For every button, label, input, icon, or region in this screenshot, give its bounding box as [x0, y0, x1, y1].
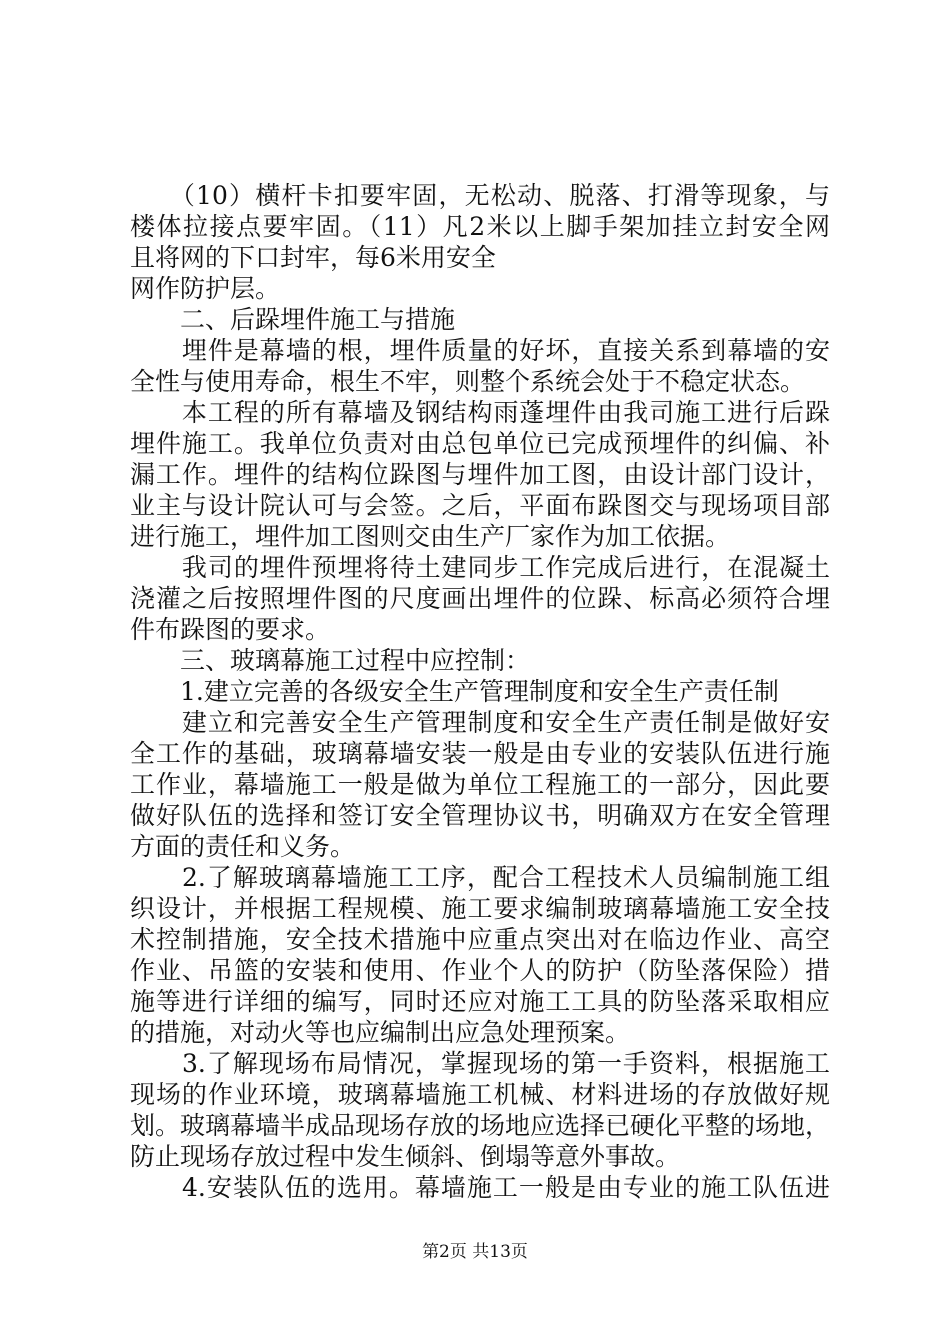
text-line: 漏工作。埋件的结构位跺图与埋件加工图，由设计部门设计，: [130, 460, 830, 489]
text-line: 方面的责任和义务。: [130, 832, 356, 861]
text-line: 浇灌之后按照埋件图的尺度画出埋件的位跺、标高必须符合埋: [130, 584, 830, 613]
text-line: 且将网的下口封牢，每6米用安全: [130, 243, 496, 272]
text-line: 件布跺图的要求。: [130, 615, 331, 644]
text-line: 楼体拉接点要牢固。（11）凡2米以上脚手架加挂立封安全网: [130, 212, 830, 241]
text-line: 我司的埋件预埋将待土建同步工作完成后进行，在混凝土: [130, 553, 830, 582]
text-line: 业主与设计院认可与会签。之后，平面布跺图交与现场项目部: [130, 491, 830, 520]
text-line: 全性与使用寿命，根生不牢，则整个系统会处于不稳定状态。: [130, 367, 806, 396]
text-line: 做好队伍的选择和签订安全管理协议书，明确双方在安全管理: [130, 801, 830, 830]
text-line: 4.安装队伍的选用。幕墙施工一般是由专业的施工队伍进: [130, 1173, 830, 1202]
text-line: 建立和完善安全生产管理制度和安全生产责任制是做好安: [130, 708, 830, 737]
text-line: 防止现场存放过程中发生倾斜、倒塌等意外事故。: [130, 1142, 681, 1171]
section-heading: 三、玻璃幕施工过程中应控制：: [130, 646, 531, 675]
text-line: 现场的作业环境，玻璃幕墙施工机械、材料进场的存放做好规: [130, 1080, 830, 1109]
text-line: 2.了解玻璃幕墙施工工序，配合工程技术人员编制施工组: [130, 863, 830, 892]
page-footer: 第2页 共13页: [422, 1242, 528, 1262]
text-line: 埋件是幕墙的根，埋件质量的好坏，直接关系到幕墙的安: [130, 336, 830, 365]
text-line: 织设计，并根据工程规模、施工要求编制玻璃幕墙施工安全技: [130, 894, 830, 923]
text-line: 施等进行详细的编写，同时还应对施工工具的防坠落采取相应: [130, 987, 830, 1016]
text-line: 本工程的所有幕墙及钢结构雨蓬埋件由我司施工进行后跺: [130, 398, 830, 427]
text-line: 术控制措施，安全技术措施中应重点突出对在临边作业、高空: [130, 925, 830, 954]
text-line: （10）横杆卡扣要牢固，无松动、脱落、打滑等现象，与: [130, 181, 830, 210]
text-line: 作业、吊篮的安装和使用、作业个人的防护（防坠落保险）措: [130, 956, 830, 985]
text-line: 全工作的基础，玻璃幕墙安装一般是由专业的安装队伍进行施: [130, 739, 830, 768]
text-line: 划。玻璃幕墙半成品现场存放的场地应选择已硬化平整的场地，: [130, 1111, 831, 1140]
text-line: 埋件施工。我单位负责对由总包单位已完成预埋件的纠偏、补: [130, 429, 830, 458]
text-line: 网作防护层。: [130, 274, 281, 303]
text-line: 3.了解现场布局情况，掌握现场的第一手资料，根据施工: [130, 1049, 830, 1078]
text-line: 进行施工，埋件加工图则交由生产厂家作为加工依据。: [130, 522, 731, 551]
section-heading: 二、后跺埋件施工与措施: [130, 305, 456, 334]
text-line: 1.建立完善的各级安全生产管理制度和安全生产责任制: [130, 677, 779, 706]
text-line: 的措施，对动火等也应编制出应急处理预案。: [130, 1018, 631, 1047]
text-line: 工作业，幕墙施工一般是做为单位工程施工的一部分，因此要: [130, 770, 830, 799]
